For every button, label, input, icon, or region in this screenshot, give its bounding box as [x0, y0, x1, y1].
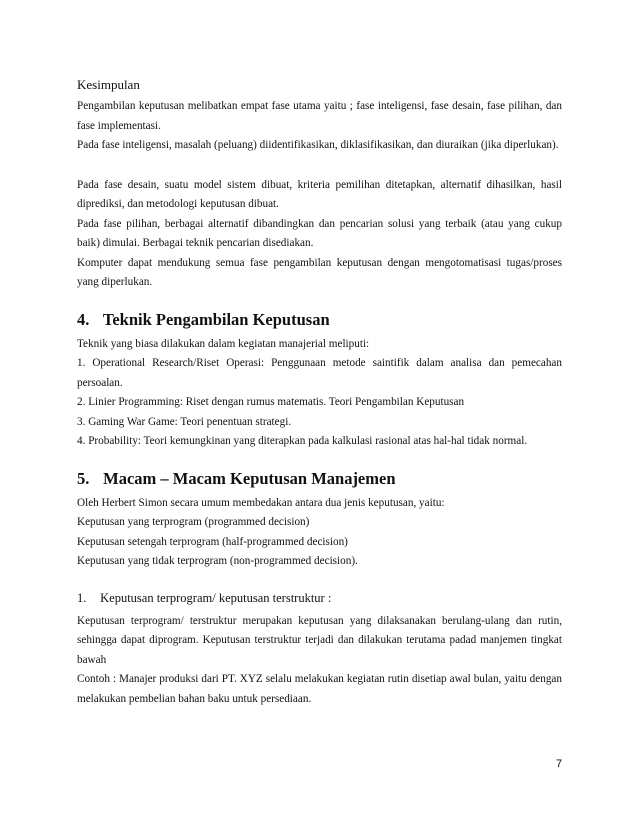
- section-4-number: 4.: [77, 309, 90, 329]
- section-5-line: Keputusan yang tidak terprogram (non-programmed decision).: [77, 555, 358, 567]
- subsection-1-paragraph: Keputusan terprogram/ terstruktur merupakan keputusan yang dilaksanakan berulang-ulang dan rutin, sehingga dapat diprogram. Keputusan terstruktur terjadi dan dilakukan terutama padad manjemen tingkat bawah: [77, 614, 562, 666]
- technique-item: 4. Probability: Teori kemungkinan yang diterapkan pada kalkulasi rasional atas hal-hal tidak normal.: [77, 435, 528, 447]
- section-5-title: Macam – Macam Keputusan Manajemen: [103, 468, 396, 488]
- subsection-1-number: 1.: [77, 590, 87, 605]
- section-5-line: Oleh Herbert Simon secara umum membedakan antara dua jenis keputusan, yaitu:: [77, 496, 445, 509]
- technique-item: 3. Gaming War Game: Teori penentuan strategi.: [77, 415, 292, 428]
- subsection-1-example: Contoh : Manajer produksi dari PT. XYZ selalu melakukan kegiatan rutin disetiap awal bulan, yaitu dengan melakukan pembelian bahan baku untuk persediaan.: [77, 673, 562, 705]
- section-5-line: Keputusan yang terprogram (programmed decision): [77, 516, 310, 528]
- page-content: [77, 75, 562, 709]
- technique-item: 2. Linier Programming: Riset dengan rumus matematis. Teori Pengambilan Keputusan: [77, 396, 465, 408]
- conclusion-heading: Kesimpulan: [77, 77, 140, 92]
- conclusion-paragraph: Pada fase desain, suatu model sistem dibuat, kriteria pemilihan ditetapkan, alternatif dihasilkan, hasil diprediksi, dan metodologi keputusan dibuat.: [77, 178, 562, 210]
- conclusion-paragraph: Komputer dapat mendukung semua fase pengambilan keputusan dengan mengotomatisasi tugas/proses yang diperlukan.: [77, 256, 562, 288]
- section-4-title: Teknik Pengambilan Keputusan: [102, 309, 330, 329]
- subsection-1-title: Keputusan terprogram/ keputusan terstruktur :: [100, 590, 332, 605]
- section-5-number: 5.: [77, 468, 90, 488]
- conclusion-paragraph: Pengambilan keputusan melibatkan empat fase utama yaitu ; fase inteligensi, fase desain, fase pilihan, dan fase implementasi.: [77, 100, 562, 132]
- section-4-intro: Teknik yang biasa dilakukan dalam kegiatan manajerial meliputi:: [77, 337, 370, 350]
- technique-item: 1. Operational Research/Riset Operasi: Penggunaan metode saintifik dalam analisa dan pemecahan persoalan.: [77, 357, 562, 389]
- section-4-heading: [77, 309, 562, 331]
- subsection-1-heading: [77, 588, 562, 608]
- page-number: 7: [556, 758, 563, 770]
- conclusion-paragraph: Pada fase inteligensi, masalah (peluang) diidentifikasikan, diklasifikasikan, dan diuraikan (jika diperlukan).: [77, 139, 559, 151]
- paragraph-spacer: [77, 156, 562, 176]
- conclusion-paragraph: Pada fase pilihan, berbagai alternatif dibandingkan dan pencarian solusi yang terbaik (atau yang cukup baik) dimulai. Berbagai teknik pencarian disediakan.: [77, 217, 562, 249]
- section-5-heading: [77, 468, 562, 490]
- section-5-line: Keputusan setengah terprogram (half-programmed decision): [77, 535, 348, 548]
